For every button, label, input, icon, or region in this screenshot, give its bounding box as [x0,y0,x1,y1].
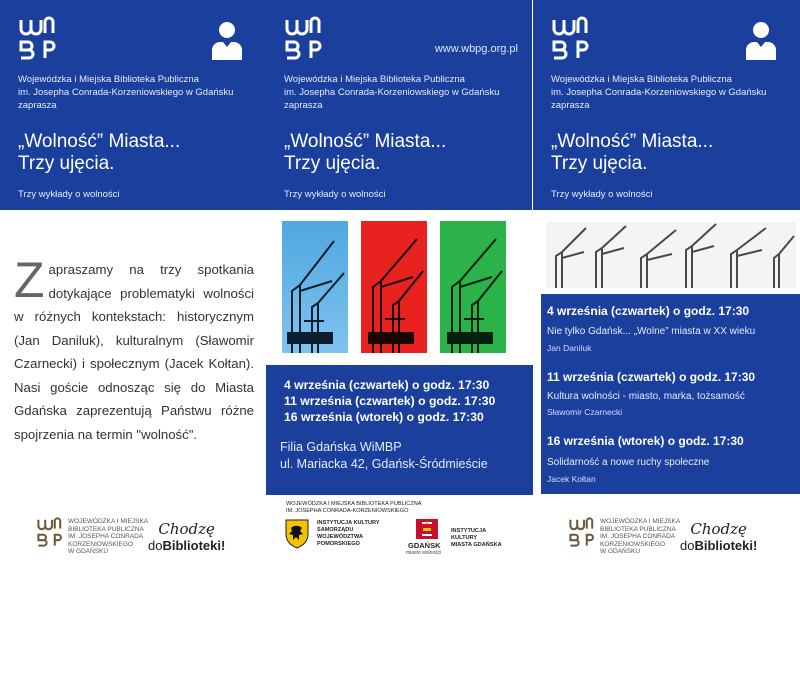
drop-letter: Z [14,252,45,308]
lecture-2-topic: Kultura wolności - miasto, marka, tożsamość [547,391,745,402]
lecture-1-topic: Nie tylko Gdańsk... „Wolne” miasta w XX wieku [547,326,756,337]
event-title: „Wolność” Miasta... Trzy ujęcia. [18,131,181,174]
wimbp-logo [18,16,58,60]
schedule-box [266,365,533,495]
wimbp-logo [551,16,591,60]
gdansk-crest-icon [413,517,441,541]
venue-address: ul. Mariacka 42, Gdańsk-Śródmieście [280,457,488,471]
lecture-3-date: 16 września (wtorek) o godz. 17:30 [547,434,744,448]
schedule-date-1: 4 września (czwartek) o godz. 17:30 [284,378,490,392]
lectures-box [541,294,800,494]
schedule-date-2: 11 września (czwartek) o godz. 17:30 [284,394,496,408]
event-subtitle: Trzy wykłady o wolności [18,189,120,200]
website-url[interactable]: www.wbpg.org.pl [434,43,518,55]
header-block [266,0,532,210]
sponsor-header: WOJEWÓDZKA I MIEJSKA BIBLIOTEKA PUBLICZNA IM. JOSEPHA CONRADA-KORZENIOWSKIEGO [286,501,422,514]
venue-name: Filia Gdańska WiMBP [280,440,402,454]
person-icon [744,20,778,60]
ikmg-text: INSTYTUCJA KULTURY MIASTA GDAŃSKA [451,528,502,548]
header-block [533,0,800,210]
wimbp-small-logo [35,517,65,552]
crane-photo-blue [282,221,348,353]
wimbp-small-text: WOJEWÓDZKA I MIEJSKA BIBLIOTEKA PUBLICZNA IM. JOSEPHA CONRADA KORZENIOWSKIEGO W GDAŃSKU [68,518,149,555]
pomorskie-crest-icon [285,519,309,549]
intro-text: Zapraszamy na trzy spotkania dotykające problematyki wolności w różnych kontekstach: historycznym (Jan Daniluk), kulturalnym (Sławomir Czarnecki) i społecznym (Jacek Kołtan). Nasi goście odnosząc się do Miasta Gdańska zaprezentują Państwu różne spojrzenia na termin "wolność". [14,252,254,442]
event-subtitle: Trzy wykłady o wolności [551,189,653,200]
lecture-1-date: 4 września (czwartek) o godz. 17:30 [547,304,750,318]
gdansk-label: GDAŃSK [408,541,441,550]
organizer-text: Wojewódzka i Miejska Biblioteka Publiczna im. Josepha Conrada-Korzeniowskiego w Gdańsku zaprasza [551,74,767,111]
event-subtitle: Trzy wykłady o wolności [284,189,386,200]
wimbp-small-logo-2 [567,517,597,552]
lecture-3-topic: Solidarność a nowe ruchy społeczne [547,457,710,468]
crane-photo-green [440,221,506,353]
person-icon [210,20,244,60]
organizer-text: Wojewódzka i Miejska Biblioteka Publiczna im. Josepha Conrada-Korzeniowskiego w Gdańsku zaprasza [18,74,234,111]
chodze-logo-2: Chodzę doBiblioteki! [680,520,758,553]
crane-photo-red [361,221,427,353]
lecture-1-author: Jan Daniluk [547,343,592,353]
organizer-text: Wojewódzka i Miejska Biblioteka Publiczna im. Josepha Conrada-Korzeniowskiego w Gdańsku zaprasza [284,74,500,111]
header-block [0,0,266,210]
lecture-2-author: Sławomir Czarnecki [547,407,623,417]
pomorskie-text: INSTYTUCJA KULTURY SAMORZĄDU WOJEWÓDZTWA POMORSKIEGO [317,520,380,547]
chodze-logo: Chodzę doBiblioteki! [148,520,226,553]
event-title: „Wolność” Miasta... Trzy ujęcia. [284,131,447,174]
event-title: „Wolność” Miasta... Trzy ujęcia. [551,131,714,174]
lecture-2-date: 11 września (czwartek) o godz. 17:30 [547,370,756,384]
wimbp-small-text-2: WOJEWÓDZKA I MIEJSKA BIBLIOTEKA PUBLICZNA IM. JOSEPHA CONRADA KORZENIOWSKIEGO W GDAŃSKU [600,518,681,555]
lecture-3-author: Jacek Kołtan [547,474,596,484]
wimbp-logo [284,16,324,60]
panel-left [0,0,266,695]
schedule-date-3: 16 września (wtorek) o godz. 17:30 [284,410,484,424]
gdansk-tagline: miasto wolności [406,550,442,556]
crane-photo-gray [546,222,796,288]
